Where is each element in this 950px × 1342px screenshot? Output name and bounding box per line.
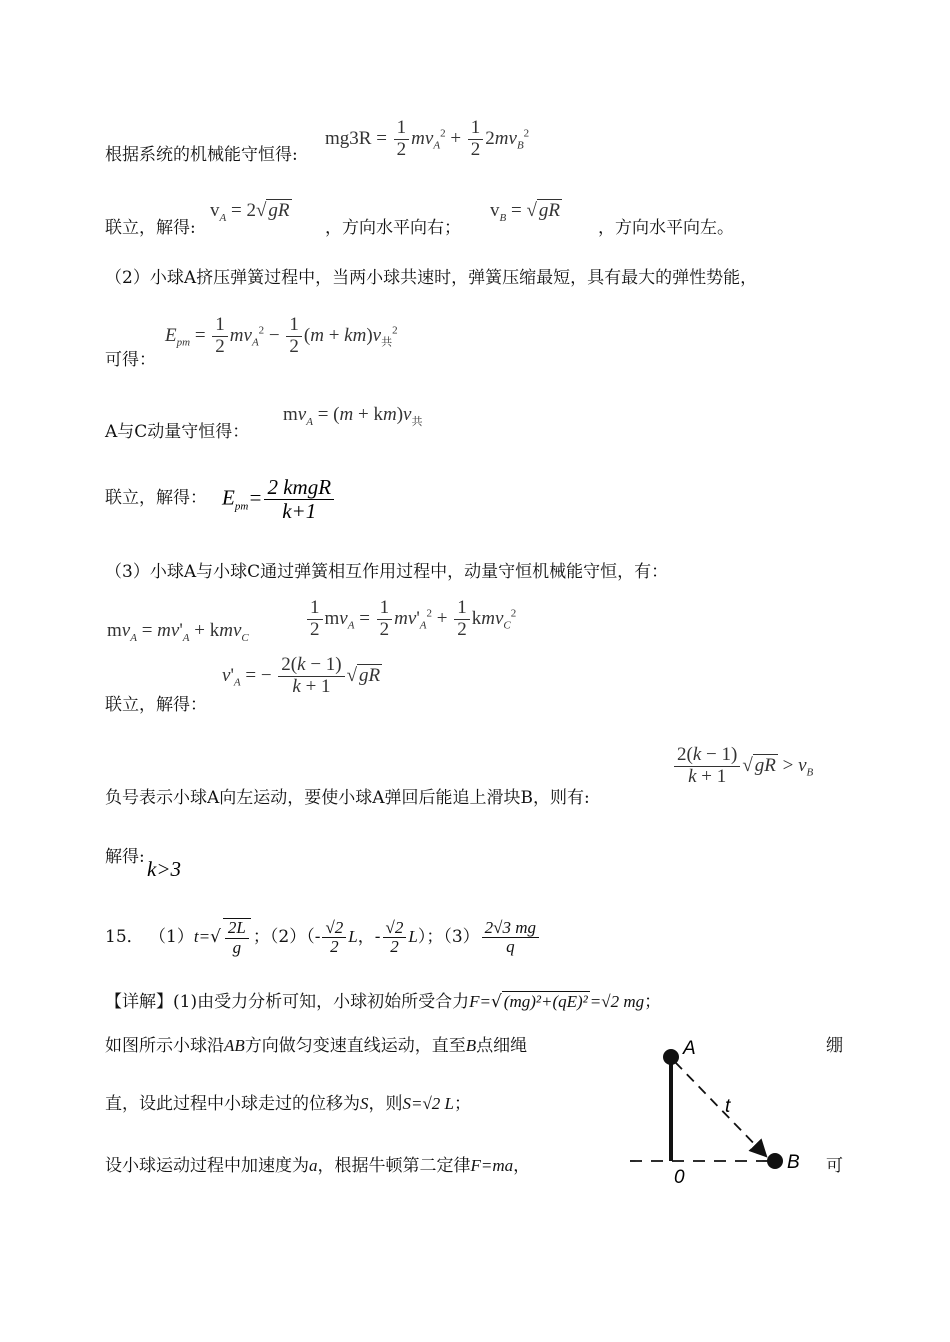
text-line-part2: （2）小球A挤压弹簧过程中，当两小球共速时，弹簧压缩最短，具有最大的弹性势能， xyxy=(105,268,758,288)
label-t: t xyxy=(725,1096,731,1117)
text-line-motion-end: 绷 xyxy=(826,1036,843,1056)
path-arrow xyxy=(675,1062,765,1155)
va-prime-equation: $v'_A$ = − $\frac{2(k - 1)}{k + 1}$ √ gR xyxy=(222,654,381,697)
text-line-part3: （3）小球A与小球C通过弹簧相互作用过程中，动量守恒机械能守恒，有： xyxy=(105,562,669,582)
question-15-answers: 15． （1）t=√ $\frac{2L}{g}$ ；（2）（- $\frac{√2}{2}$ L，- $\frac{√2}{2}$ L）；（3） $\frac{2√3 mg}{q}$ xyxy=(105,918,541,957)
text-line-acceleration: 设小球运动过程中加速度为a，根据牛顿第二定律F=ma， xyxy=(105,1156,531,1176)
text-line-solve-3: 联立，解得： xyxy=(105,695,207,715)
text-line-displacement: 直，设此过程中小球走过的位移为S，则S=√2 L； xyxy=(105,1094,472,1114)
momentum-equation: $mv_A = (m + km)v_共$ xyxy=(283,404,423,428)
motion-diagram xyxy=(625,1040,815,1190)
ball-b xyxy=(767,1153,783,1169)
text-line-acceleration-end: 可 xyxy=(826,1156,843,1176)
text-line-condition: 负号表示小球A向左运动，要使小球A弹回后能追上滑块B，则有: xyxy=(105,788,590,808)
text-line-solve-1: 联立，解得: xyxy=(105,218,196,238)
energy-equation-2: $\frac{1}{2}$ $mv_A$ = $\frac{1}{2}$ $mv'_A^2$ + $\frac{1}{2}$ kmv$_C^2$ xyxy=(305,598,516,641)
inequality-equation: $\frac{2(k - 1)}{k + 1}$ √ gR > $v_B$ xyxy=(672,745,813,788)
text-direction-right: ，方向水平向右； xyxy=(325,218,461,238)
text-line-momentum: A与C动量守恒得： xyxy=(105,422,250,442)
text-line-energy: 根据系统的机械能守恒得: xyxy=(105,145,298,165)
k-result: k>3 xyxy=(147,857,181,881)
text-line-obtain: 可得： xyxy=(105,350,156,370)
epm-result: $E_{pm}=$ $\frac{\text{2 kmgR}}{k+1}$ xyxy=(222,476,336,523)
vb-equation: $v_B$ = √ gR xyxy=(490,200,560,224)
label-o: 0 xyxy=(674,1167,685,1188)
label-b: B xyxy=(787,1152,800,1173)
momentum-equation-2: $mv_A = mv'_A + kmv_C$ xyxy=(107,620,249,644)
text-line-result: 解得: xyxy=(105,847,145,867)
text-line-detail: 【详解】(1)由受力分析可知，小球初始所受合力F=√ (mg)²+(qE)² =√2 mg； xyxy=(105,992,662,1012)
label-a: A xyxy=(683,1040,696,1059)
epm-equation: $E_{pm}$ = $\frac{1}{2}$ $mv_A^2$ − $\frac{1}{2}$ $(m + km)v_共^2$ xyxy=(165,314,398,357)
energy-equation: mg3R = $\frac{1}{2}$ $mv_A^2$ + $\frac{1}{2}$ $2mv_B^2$ xyxy=(325,117,530,160)
text-line-motion: 如图所示小球沿AB方向做匀变速直线运动，直至B点细绳 xyxy=(105,1036,528,1056)
ball-a xyxy=(663,1049,679,1065)
text-line-solve-2: 联立，解得： xyxy=(105,488,207,508)
text-direction-left: ，方向水平向左。 xyxy=(598,218,734,238)
va-equation: $v_A = 2√$ gR xyxy=(210,200,290,224)
